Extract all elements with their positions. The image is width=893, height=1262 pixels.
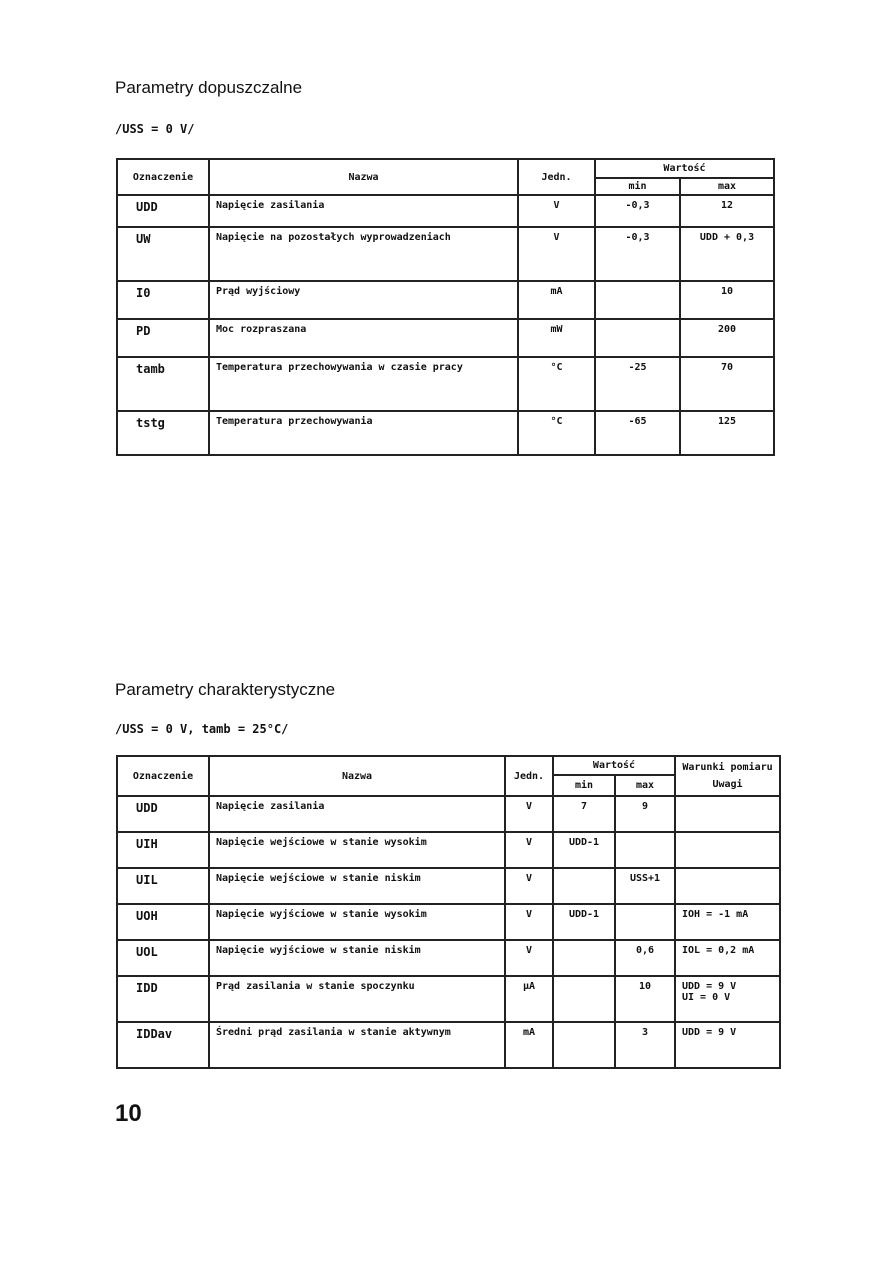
header-name: Nazwa — [209, 756, 505, 796]
cell-unit: mA — [505, 1022, 553, 1068]
section1-condition: /USS = 0 V/ — [115, 122, 195, 136]
cell-symbol: tstg — [117, 411, 209, 455]
condition-line: UDD = 9 V — [682, 1027, 737, 1038]
condition-line: UI = 0 V — [682, 992, 731, 1003]
cell-min: 7 — [553, 796, 615, 832]
header-symbol: Oznaczenie — [117, 159, 209, 195]
cell-unit: V — [505, 796, 553, 832]
cell-name: Napięcie na pozostałych wyprowadzeniach — [209, 227, 518, 281]
header-conditions — [675, 756, 780, 796]
cell-max: USS+1 — [615, 868, 675, 904]
table-row — [117, 976, 780, 1022]
cell-name: Napięcie zasilania — [209, 796, 505, 832]
cell-max — [615, 904, 675, 940]
cell-name: Napięcie zasilania — [209, 195, 518, 227]
cell-max: 125 — [680, 411, 774, 455]
cell-min: -0,3 — [595, 227, 680, 281]
cell-unit: V — [518, 195, 595, 227]
table-row — [117, 796, 780, 832]
cell-symbol: IDDav — [117, 1022, 209, 1068]
cell-max: 200 — [680, 319, 774, 357]
header-notes-label: Uwagi — [712, 779, 743, 790]
header-min: min — [553, 775, 615, 796]
header-max: max — [680, 178, 774, 195]
cell-symbol: UDD — [117, 195, 209, 227]
cell-symbol: PD — [117, 319, 209, 357]
cell-symbol: IDD — [117, 976, 209, 1022]
cell-unit: °C — [518, 357, 595, 411]
cell-unit: V — [505, 868, 553, 904]
cell-min: -65 — [595, 411, 680, 455]
condition-line: UDD = 9 V — [682, 981, 737, 992]
cell-unit: °C — [518, 411, 595, 455]
cell-max: 9 — [615, 796, 675, 832]
cell-unit: mW — [518, 319, 595, 357]
section2-title: Parametry charakterystyczne — [115, 680, 336, 699]
cell-symbol: tamb — [117, 357, 209, 411]
cell-name: Prąd wyjściowy — [209, 281, 518, 319]
condition-line: IOH = -1 mA — [682, 909, 749, 920]
cell-min: UDD-1 — [553, 832, 615, 868]
cell-name: Prąd zasilania w stanie spoczynku — [209, 976, 505, 1022]
cell-max: 70 — [680, 357, 774, 411]
cell-unit: V — [518, 227, 595, 281]
cell-min — [595, 281, 680, 319]
cell-conditions — [675, 796, 780, 832]
cell-min — [553, 940, 615, 976]
header-value: Wartość — [553, 756, 675, 775]
cell-name: Napięcie wyjściowe w stanie wysokim — [209, 904, 505, 940]
cell-min — [553, 1022, 615, 1068]
header-symbol: Oznaczenie — [117, 756, 209, 796]
table-row — [117, 195, 774, 227]
table-row — [117, 940, 780, 976]
header-value: Wartość — [595, 159, 774, 178]
cell-name: Temperatura przechowywania — [209, 411, 518, 455]
cell-unit: μA — [505, 976, 553, 1022]
table-row — [117, 832, 780, 868]
table-row — [117, 411, 774, 455]
cell-symbol: I0 — [117, 281, 209, 319]
cell-conditions — [675, 904, 780, 940]
cell-name: Napięcie wejściowe w stanie niskim — [209, 868, 505, 904]
cell-max: 3 — [615, 1022, 675, 1068]
table-row — [117, 281, 774, 319]
cell-symbol: UDD — [117, 796, 209, 832]
table-row — [117, 227, 774, 281]
cell-symbol: UOL — [117, 940, 209, 976]
cell-conditions — [675, 976, 780, 1022]
table-row — [117, 868, 780, 904]
cell-name: Temperatura przechowywania w czasie pracy — [209, 357, 518, 411]
cell-conditions — [675, 868, 780, 904]
cell-unit: V — [505, 832, 553, 868]
table-permissible-parameters — [116, 158, 775, 456]
header-min: min — [595, 178, 680, 195]
cell-unit: mA — [518, 281, 595, 319]
cell-max: 10 — [615, 976, 675, 1022]
table-row — [117, 357, 774, 411]
cell-max: 0,6 — [615, 940, 675, 976]
cell-symbol: UIL — [117, 868, 209, 904]
cell-name: Napięcie wejściowe w stanie wysokim — [209, 832, 505, 868]
table-row — [117, 319, 774, 357]
section2-condition: /USS = 0 V, tamb = 25°C/ — [115, 722, 289, 736]
cell-max: 12 — [680, 195, 774, 227]
cell-max — [615, 832, 675, 868]
cell-unit: V — [505, 940, 553, 976]
table-row — [117, 904, 780, 940]
page-number: 10 — [115, 1100, 142, 1127]
header-unit: Jedn. — [518, 159, 595, 195]
cell-name: Napięcie wyjściowe w stanie niskim — [209, 940, 505, 976]
cell-symbol: UOH — [117, 904, 209, 940]
table-characteristic-parameters — [116, 755, 781, 1069]
cell-name: Moc rozpraszana — [209, 319, 518, 357]
cell-max: UDD + 0,3 — [680, 227, 774, 281]
table-row — [117, 1022, 780, 1068]
header-name: Nazwa — [209, 159, 518, 195]
cell-symbol: UIH — [117, 832, 209, 868]
cell-min: -0,3 — [595, 195, 680, 227]
cell-min: UDD-1 — [553, 904, 615, 940]
cell-max: 10 — [680, 281, 774, 319]
condition-line: IOL = 0,2 mA — [682, 945, 755, 956]
cell-conditions — [675, 832, 780, 868]
section1-title: Parametry dopuszczalne — [115, 78, 303, 97]
cell-unit: V — [505, 904, 553, 940]
cell-name: Średni prąd zasilania w stanie aktywnym — [209, 1022, 505, 1068]
header-unit: Jedn. — [505, 756, 553, 796]
cell-min: -25 — [595, 357, 680, 411]
cell-conditions — [675, 1022, 780, 1068]
header-conditions-label: Warunki pomiaru — [682, 762, 773, 773]
header-max: max — [615, 775, 675, 796]
cell-min — [553, 868, 615, 904]
cell-min — [553, 976, 615, 1022]
cell-symbol: UW — [117, 227, 209, 281]
cell-min — [595, 319, 680, 357]
cell-conditions — [675, 940, 780, 976]
